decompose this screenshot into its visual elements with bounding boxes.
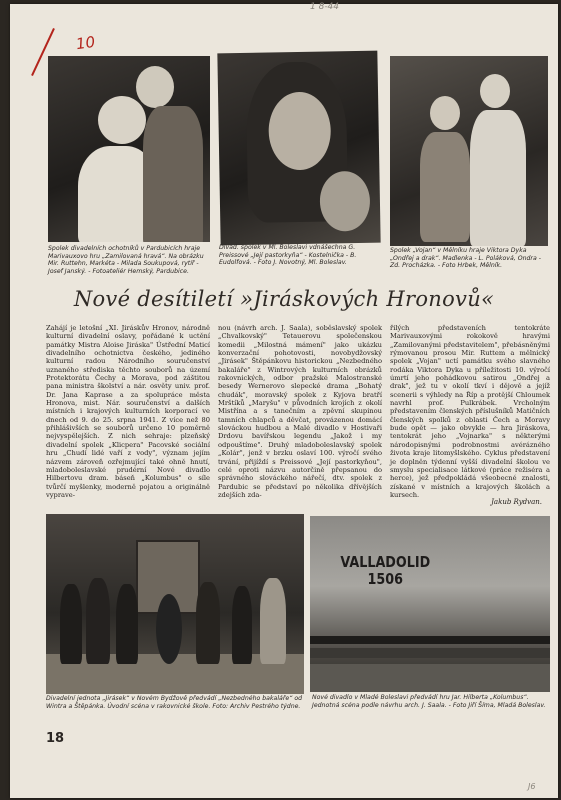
photo-kostelnicka-portrait	[217, 51, 380, 246]
photo-pardubice-scene	[48, 56, 210, 242]
article-column-3: řilých představeních tentokráte Marivauxovými rokokově hravými „Zamilovanými představitelem", přebásněnými rýmovanou prosou Mir. Ruttem a mělnický spolek „Vojan" uctí památku svého slavného rodáka Viktora Dyka u příležitosti 10. výročí úmrtí jeho pohádkovou satirou „Ondřej a drak", jež tu v okolí tkví i dějově a jejíž scenerii s výhledy na Říp a protější Chloumek navrhl prof. Pulkrábek. Vrcholným představením členských příslušníků Matičních členských spolků z oblasti Čech a Moravy bude opět — jako obvykle — hra Jiráskova, tentokrát jeho „Vojnarka" s některými národopisnými podrobnostmi avérázného života kraje litomyšlského. Cyklus představení je doplněn týdenní vyšší divadelní školou ve smyslu specialisace látkové (práce režiséra a herce), jež předpokládá všeobecné znalosti, získané v místních a krajových školách a kursech.	[390, 324, 550, 499]
newspaper-page	[10, 4, 558, 798]
caption-photo1: Spolek divadelních ochotníků v Pardubicích hraje Marivauxovo hru „Zamilovaná hravá“. Na obrázku Mir. Ruttehn, Markéta - Milada Soukupová, rytíř - Josef Janský. - Fotoateliér Hemský, Pardubice.	[48, 245, 204, 275]
pencil-note-bottom: J6	[528, 782, 536, 791]
handwritten-page-mark: 10	[74, 32, 97, 54]
caption-photo4: Divadelní jednota „Jirásek“ v Novém Bydžově předvádí „Nezbedného bakaláře“ od Wintra a Štěpánka. Úvodní scéna v rakovnické škole. Foto: Archiv Pestrého týdne.	[46, 695, 303, 710]
page-number: 18	[46, 731, 65, 746]
poster-line-1: VALLADOLID	[340, 553, 431, 571]
pencil-note-top: 1 8-44	[310, 2, 340, 12]
article-column-1: Zahájí je letošní „XI. Jiráskův Hronov, národně kulturní divadelní oslavy, pořádané k uctění památky Mistra Aloise Jiráska" Ústřední Maticí divadelního ochotnictva českého, jediného kulturní radou Národního souručenství uznaného střediska těchto souborů na území Protektorátu Čechy a Morava, pod záštitou pana ministra školství a nár. osvěty univ. prof. Dr. Jana Kaprase a za spolupráce města Hronova, mist. Nár. souručenství a dalších místních i krajových kulturních korporací ve dnech od 9. do 25. srpna 1941. Z více než 80 přihlášivších se souborů určeno 10 poměrně nejvyspělejších. Z nich sehraje: plzeňský divadelní spolek „Klicpera" Pacovské sociální hru „Chudí lidé vaří z vody", význam jejím názvem zároveň ozřejmující také ohně hnutí, mladoboleslavské prudérní Nové divadlo Hilbertovu dram. báseň „Kolumbus" o síle tvůrčí myšlenky, moderně pojatou a originálně vyprave-	[46, 324, 210, 499]
photo-ondrej-a-drak	[390, 56, 548, 246]
caption-photo2: Divad. spolek v Ml. Boleslavi vdnášechna G. Preissové „Její pastorkyňa“ - Kostelnička - B. Eudolfová. - Foto J. Novotný, Ml. Boleslav.	[219, 244, 357, 267]
article-headline: Nové desítiletí »Jiráskových Hronovů«	[73, 287, 495, 311]
photo-kolumbus-stage	[310, 516, 550, 692]
article-author: Jakub Rydvan.	[491, 498, 542, 506]
poster-line-2: 1506	[367, 570, 403, 588]
caption-photo5: Nové divadlo v Mladé Boleslavi předvádí hru Jar. Hilberta „Kolumbus“. Jednotná scéna podle návrhu arch. J. Saala. - Foto Jiří Šíma, Mladá Boleslav.	[312, 694, 546, 709]
caption-photo3: Spolek „Vojan“ v Mělníku hraje Viktora Dyka „Ondřej a drak“. Madlenka - L. Poláková, Ondra - Zd. Procházka. - Foto Hrbek, Mělník.	[390, 247, 541, 270]
poster-valladolid	[330, 554, 441, 588]
article-column-2: nou (návrh arch. J. Saala), soběslavský spolek „Chvalkovský" Tetauerovu společenskou komedii „Milostná mámení" jako ukázku konverzační pohotovosti, novobydžovský „Jirásek" Štěpánkovu historickou „Nezbedného bakaláře" z Wintrových kulturních obrázků rakovnických, odbor pražské Malostranské besedy Wernerovo slepecké drama „Bohatý chudák", moravský spolek z Kyjova bratří Mrštíků „Maryšu" v původních krojích z okolí Mistřína a s tanečním a zpěvní skupinou tamních chlapců a děvčat, provázenou domácí slováckou hudbou a Malé divadlo v Hostivaři Drdovu bavířskou legendu „Jakož i my odpouštíme". Druhý mladoboleslavský spolek „Kolár", jenž v brzku oslaví 100. výročí svého trvání, přijíždí s Preissové „Její pastorkyňou", celé oproti názvu autorčině přepsanou do správného slováckého nářečí, dtv. spolek z Pardubic se představí po několika dřívějších zdejších zda-	[218, 324, 382, 499]
photo-nezbedny-bakalar-stage	[46, 514, 304, 694]
